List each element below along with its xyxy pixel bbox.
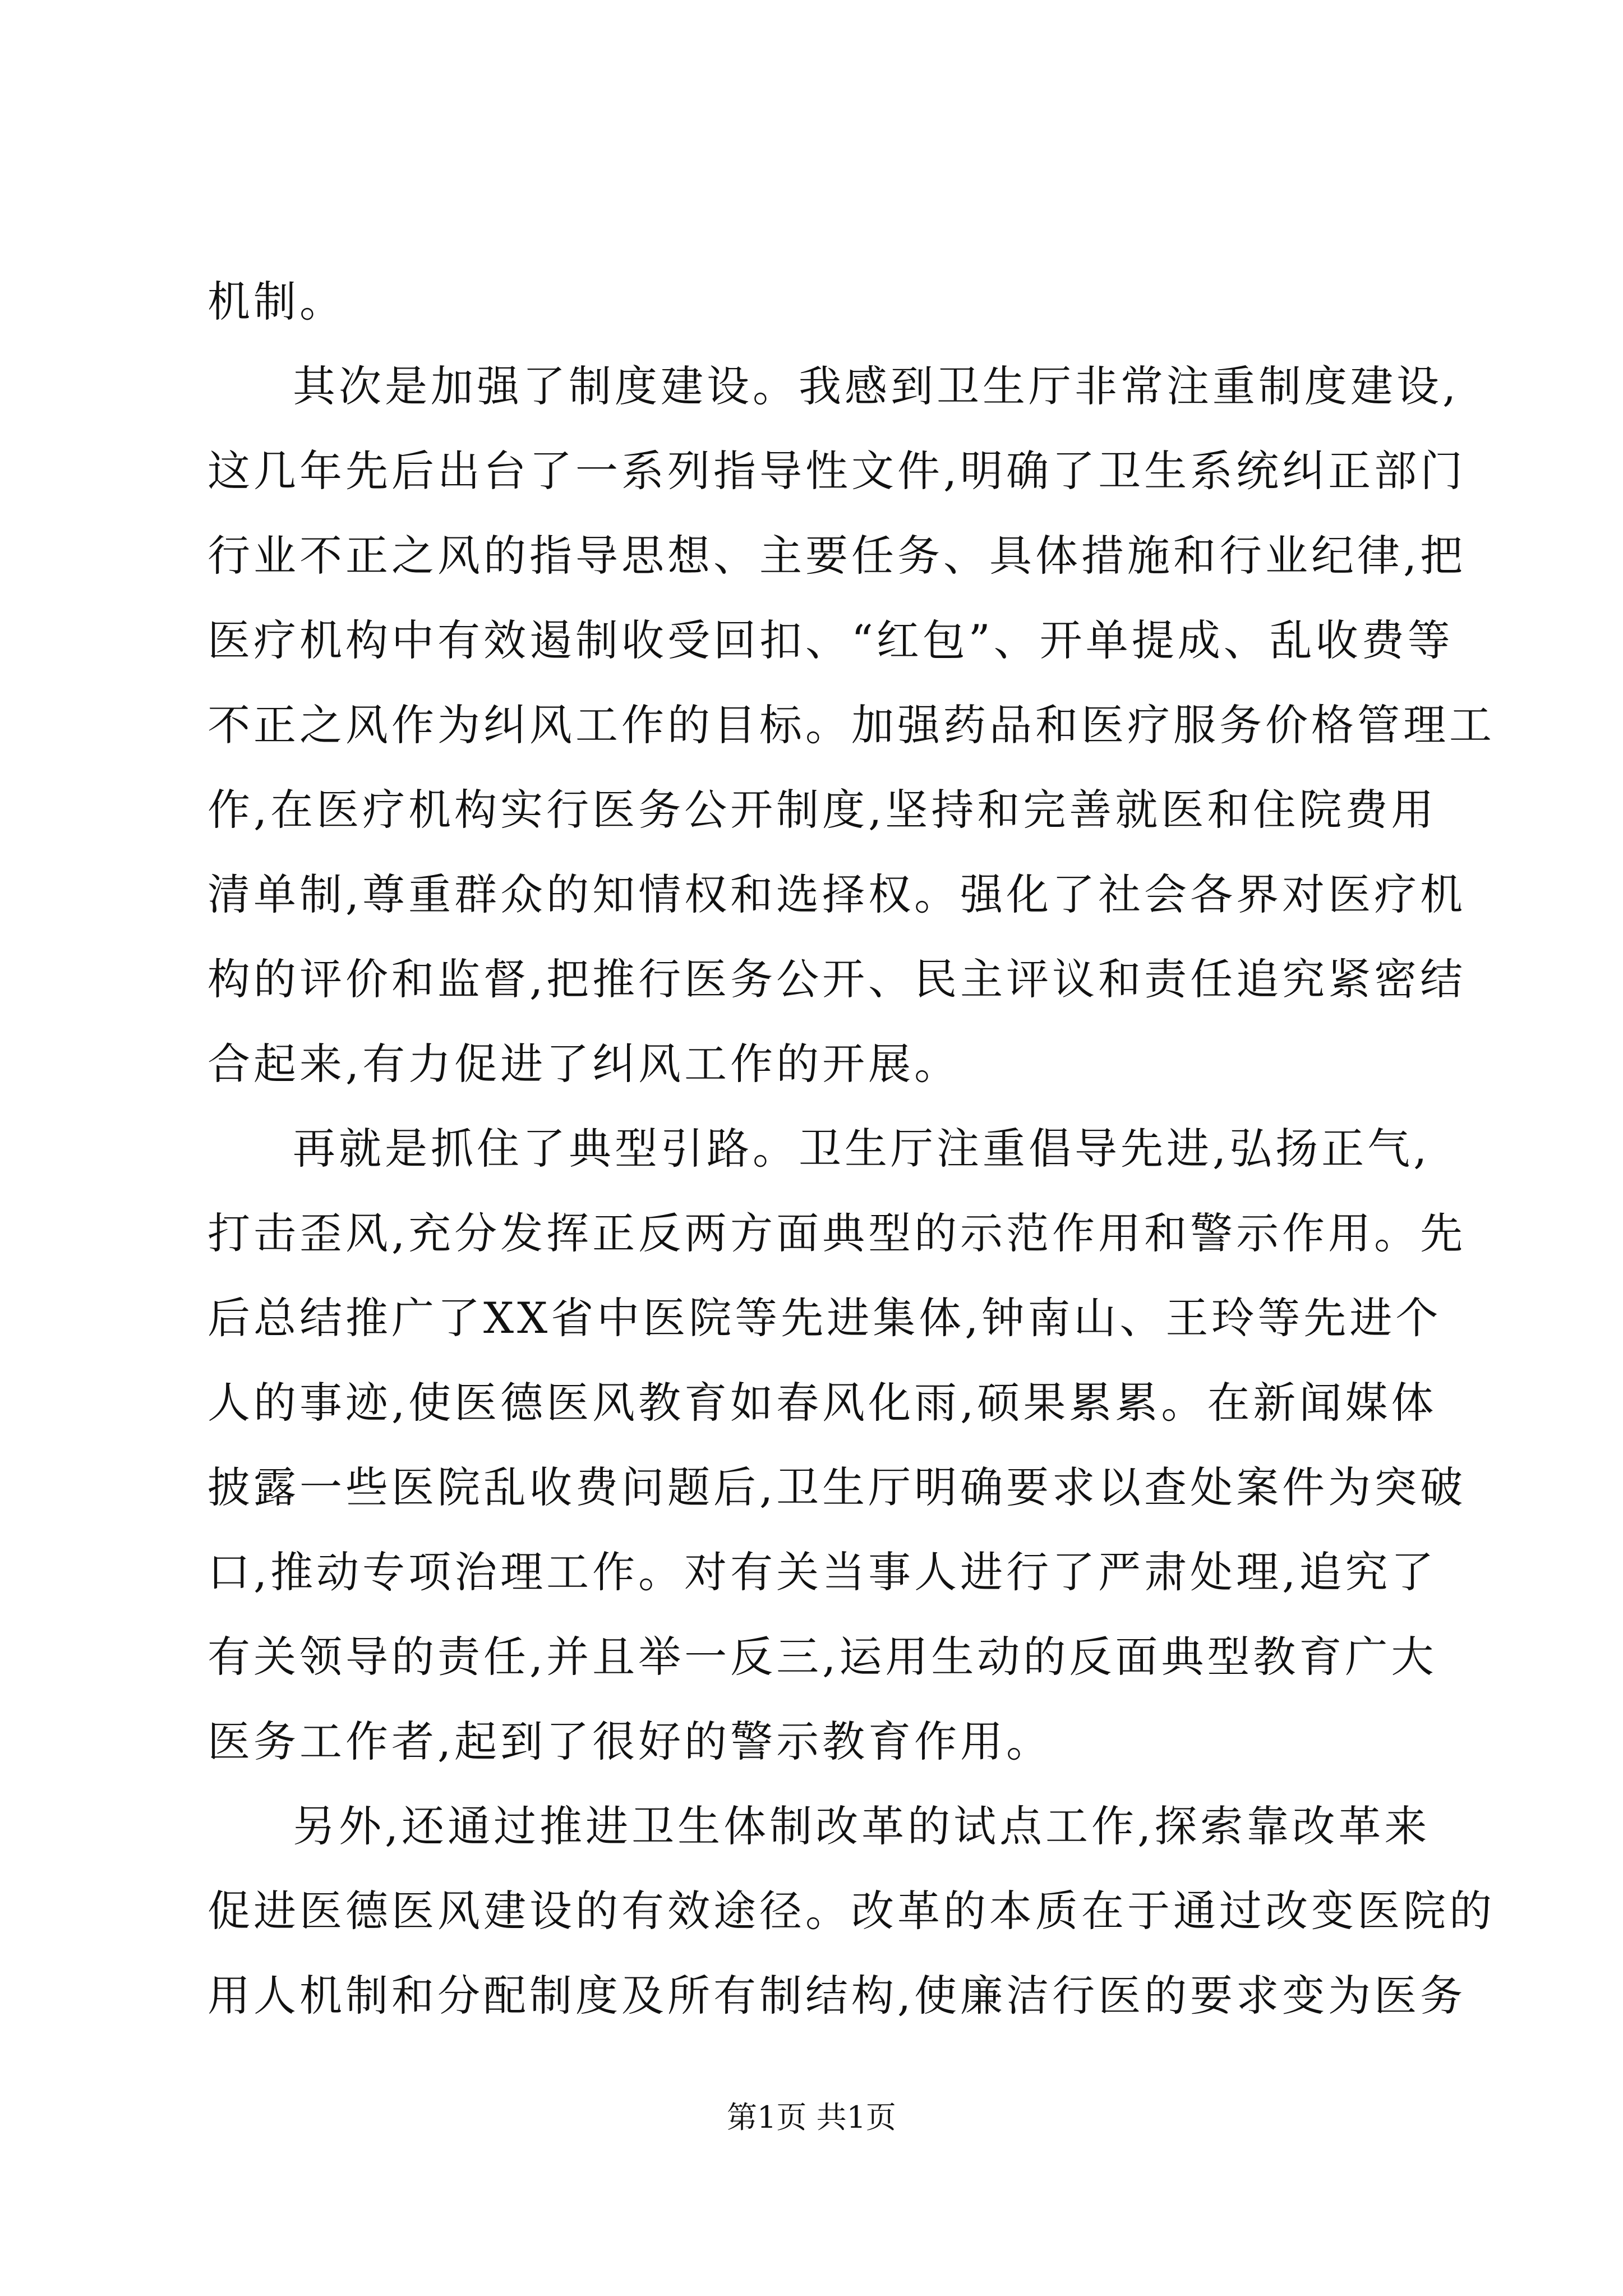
text-line: 促进医德医风建设的有效途径。改革的本质在于通过改变医院的 bbox=[208, 1886, 1495, 1936]
text-line: 打击歪风,充分发挥正反两方面典型的示范作用和警示作用。先 bbox=[208, 1208, 1467, 1258]
document-body bbox=[208, 259, 1495, 2038]
text-line: 后总结推广了XX省中医院等先进集体,钟南山、王玲等先进个 bbox=[208, 1293, 1442, 1343]
text-line: 医务工作者,起到了很好的警示教育作用。 bbox=[208, 1717, 1053, 1766]
page-number-label: 第1页 共1页 bbox=[727, 2100, 896, 2135]
text-line: 构的评价和监督,把推行医务公开、民主评议和责任追究紧密结 bbox=[208, 954, 1467, 1004]
paragraph-start-line: 另外,还通过推进卫生体制改革的试点工作,探索靠改革来 bbox=[293, 1801, 1431, 1851]
text-line: 口,推动专项治理工作。对有关当事人进行了严肃处理,追究了 bbox=[208, 1547, 1437, 1597]
text-line: 合起来,有力促进了纠风工作的开展。 bbox=[208, 1039, 961, 1089]
text-line: 医疗机构中有效遏制收受回扣、“红包”、开单提成、乱收费等 bbox=[208, 615, 1454, 665]
text-line: 人的事迹,使医德医风教育如春风化雨,硕果累累。在新闻媒体 bbox=[208, 1378, 1437, 1428]
text-line: 清单制,尊重群众的知情权和选择权。强化了社会各界对医疗机 bbox=[208, 869, 1467, 919]
page-footer bbox=[0, 2098, 1623, 2137]
text-line: 披露一些医院乱收费问题后,卫生厅明确要求以查处案件为突破 bbox=[208, 1462, 1467, 1512]
paragraph-start-line: 再就是抓住了典型引路。卫生厅注重倡导先进,弘扬正气, bbox=[293, 1124, 1431, 1174]
text-line: 不正之风作为纠风工作的目标。加强药品和医疗服务价格管理工 bbox=[208, 700, 1495, 750]
text-line: 作,在医疗机构实行医务公开制度,坚持和完善就医和住院费用 bbox=[208, 785, 1437, 835]
text-line: 有关领导的责任,并且举一反三,运用生动的反面典型教育广大 bbox=[208, 1632, 1437, 1682]
paragraph-start-line: 其次是加强了制度建设。我感到卫生厅非常注重制度建设, bbox=[293, 361, 1460, 411]
text-line: 这几年先后出台了一系列指导性文件,明确了卫生系统纠正部门 bbox=[208, 446, 1467, 496]
text-line: 行业不正之风的指导思想、主要任务、具体措施和行业纪律,把 bbox=[208, 531, 1467, 581]
text-line: 机制。 bbox=[208, 277, 345, 326]
text-line: 用人机制和分配制度及所有制结构,使廉洁行医的要求变为医务 bbox=[208, 1971, 1467, 2021]
